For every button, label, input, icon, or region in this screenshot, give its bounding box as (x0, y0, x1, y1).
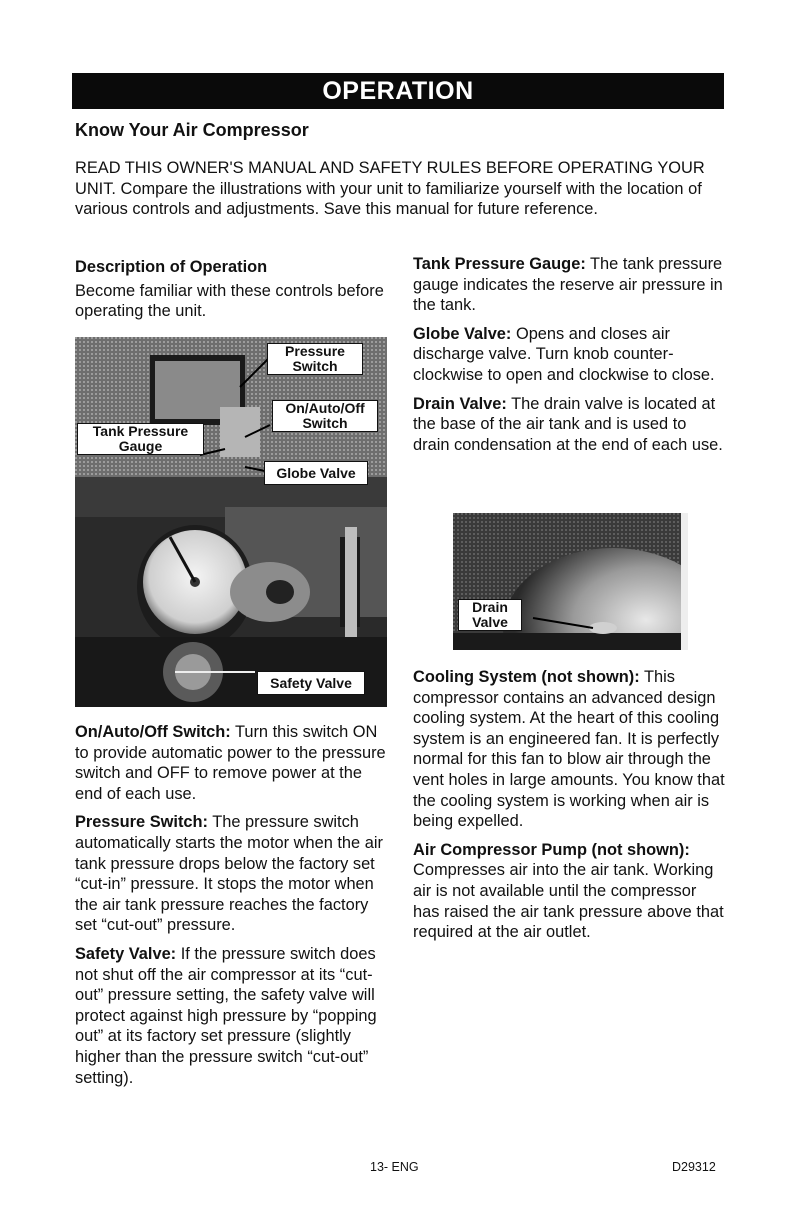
description-text: Become familiar with these controls before operating the unit. (75, 281, 384, 321)
pressure-switch-label: Pressure Switch (267, 343, 363, 375)
def-globe-valve (413, 324, 723, 386)
def-term: On/Auto/Off Switch: (75, 723, 231, 741)
def-tank-pressure-gauge (413, 254, 723, 316)
drain-valve-label: Drain Valve (458, 599, 522, 631)
section-title: Know Your Air Compressor (75, 120, 309, 140)
def-term: Pressure Switch: (75, 813, 208, 832)
def-term: Drain Valve: (413, 394, 507, 413)
compressor-photo-art (75, 337, 387, 707)
intro-paragraph: READ THIS OWNER'S MANUAL AND SAFETY RULES BEFORE OPERATING YOUR UNIT. Compare the illustrations with your unit to familiarize yourself with the location of various controls and adjustments. Save this manual for future reference. (75, 159, 705, 218)
def-term: Tank Pressure Gauge: (413, 255, 586, 273)
def-text: Compresses air into the air tank. Working air is not available until the compressor has raised the air tank pressure above that required at the air outlet. (413, 861, 724, 942)
right-definitions-top (413, 254, 723, 463)
globe-valve-label: Globe Valve (264, 461, 368, 485)
left-definitions (75, 722, 387, 1096)
def-on-auto-off (75, 722, 387, 804)
def-safety-valve (75, 944, 387, 1088)
def-text: Turn this switch ON to provide automatic power to the pressure switch and OFF to remove power at the end of each use. (75, 723, 386, 803)
drain-valve-photo (453, 513, 688, 650)
def-text: The tank pressure gauge indicates the reserve air pressure in the tank. (413, 255, 723, 315)
right-definitions-bottom (413, 667, 725, 951)
def-term: Cooling System (not shown): (413, 668, 640, 686)
page-number: 13- ENG (370, 1160, 419, 1174)
operation-banner: OPERATION (72, 73, 724, 109)
description-block (75, 257, 387, 330)
def-text: The pressure switch automatically starts the motor when the air tank pressure drops below the factory set “cut-in” pressure. It stops the motor when the air tank pressure reaches the factory set “cut-out” pressure. (75, 813, 383, 935)
tank-pressure-gauge-label: Tank Pressure Gauge (77, 423, 204, 455)
def-text: This compressor contains an advanced design cooling system. At the heart of this cooling system is an engineered fan. It is perfectly normal for this fan to blow air through the vent holes in large amounts. You know that the cooling system is working when air is being expelled. (413, 668, 725, 831)
def-text: The drain valve is located at the base of the air tank and is used to drain condensation at the end of each use. (413, 394, 723, 454)
def-air-compressor-pump (413, 840, 725, 943)
def-cooling-system (413, 667, 725, 832)
safety-valve-label: Safety Valve (257, 671, 365, 695)
def-term: Globe Valve: (413, 324, 512, 343)
compressor-controls-photo (75, 337, 387, 707)
def-term: Air Compressor Pump (not shown): (413, 840, 690, 859)
def-pressure-switch (75, 812, 387, 936)
def-text: If the pressure switch does not shut off the air compressor at its “cut-out” pressure setting, the safety valve will protect against high pressure by “popping out” at its factory set pressure (slightly higher than the pressure switch “cut-out” setting). (75, 944, 377, 1087)
def-drain-valve (413, 394, 723, 456)
def-text: Opens and closes air discharge valve. Turn knob counter-clockwise to open and clockwise to close. (413, 324, 715, 384)
document-code: D29312 (672, 1160, 716, 1174)
description-heading: Description of Operation (75, 258, 268, 276)
def-term: Safety Valve: (75, 944, 177, 963)
on-auto-off-switch-label: On/Auto/Off Switch (272, 400, 378, 432)
